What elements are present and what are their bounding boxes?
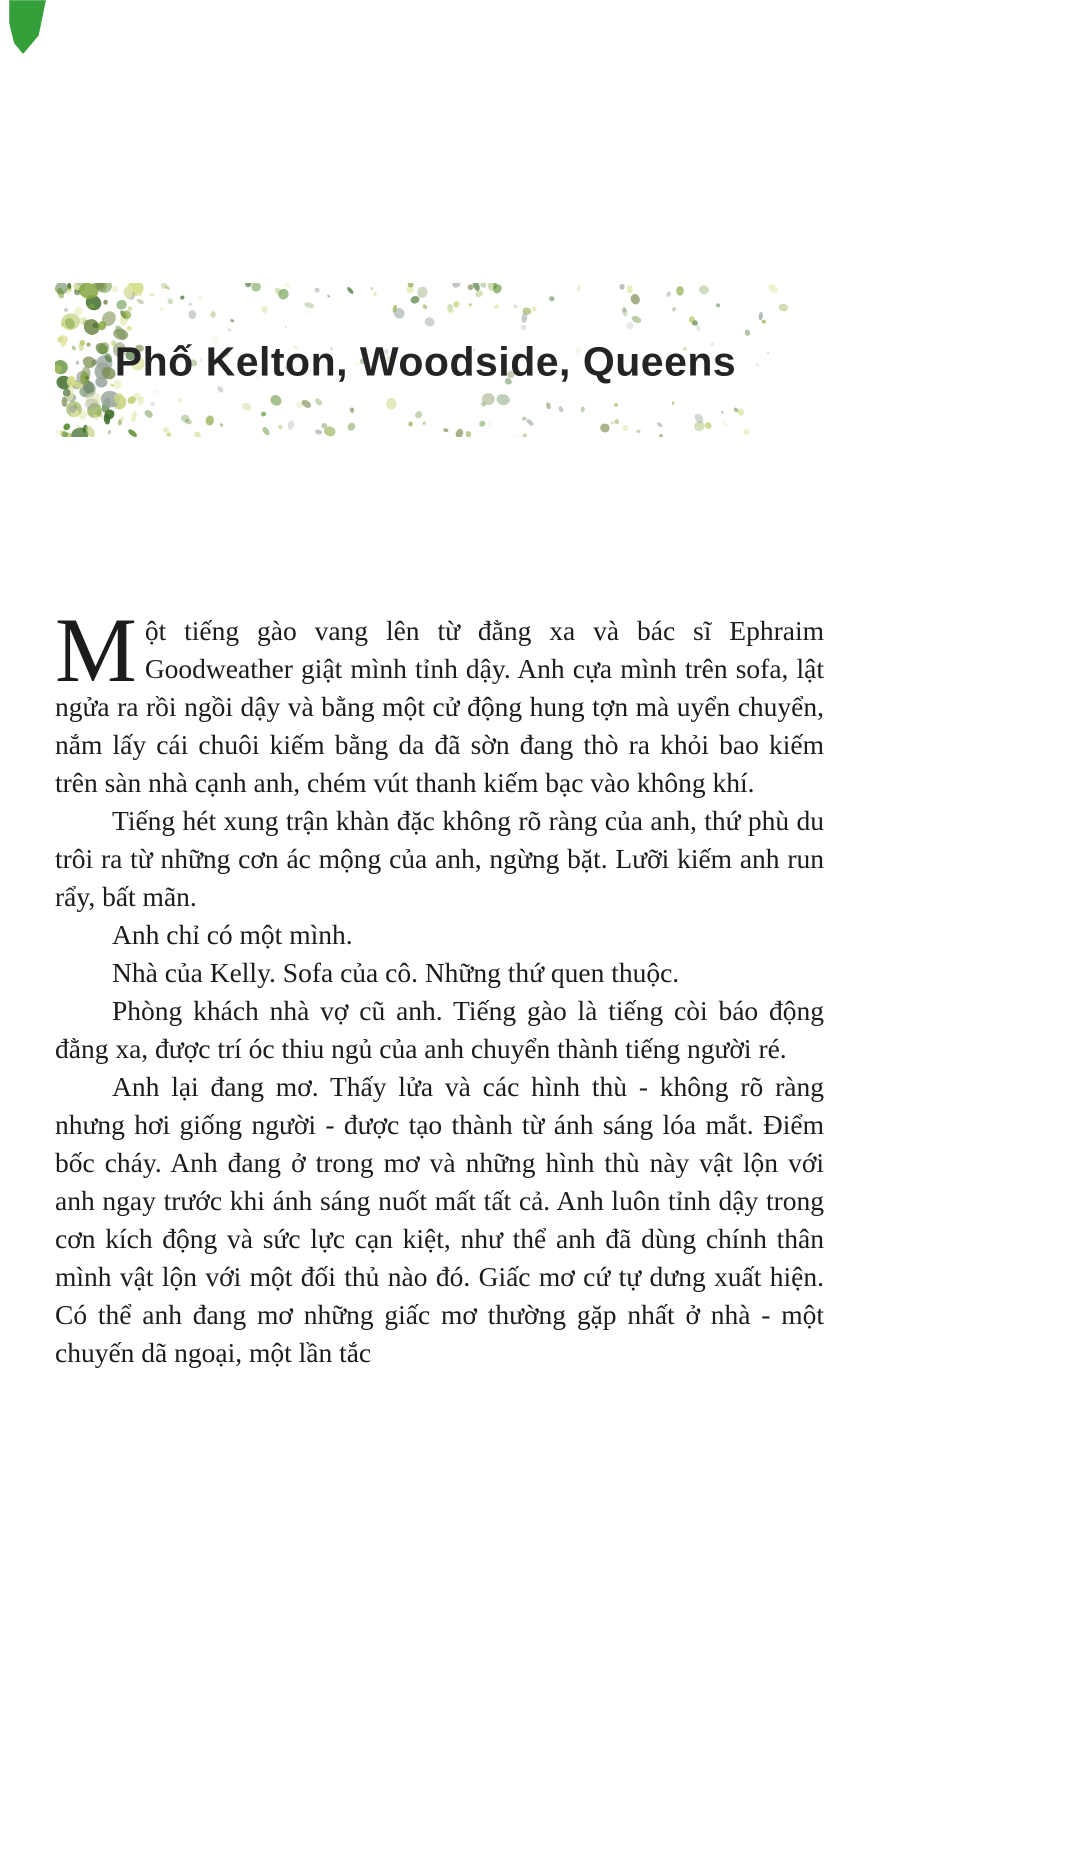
paragraph: Nhà của Kelly. Sofa của cô. Những thứ quen thuộc.	[112, 957, 680, 988]
drop-cap: M	[55, 599, 137, 701]
paragraph: Một tiếng gào vang lên từ đằng xa và bác sĩ Ephraim Goodweather giật mình tỉnh dậy. Anh cựa mình trên sofa, lật ngửa ra rồi ngồi dậy và bằng một cử động hung tợn mà uyển chuyển, nắm lấy cái chuôi kiếm bằng da đã sờn đang thò ra khỏi bao kiếm trên sàn nhà cạnh anh, chém vút thanh kiếm bạc vào không khí.	[55, 599, 824, 798]
paragraph: Anh lại đang mơ. Thấy lửa và các hình thù - không rõ ràng nhưng hơi giống người - được tạo thành từ ánh sáng lóa mắt. Điểm bốc cháy. Anh đang ở trong mơ và những hình thù này vật lộn với anh ngay trước khi ánh sáng nuốt mất tất cả. Anh luôn tỉnh dậy trong cơn kích động và sức lực cạn kiệt, như thể anh đã dùng chính thân mình vật lộn với một đối thủ nào đó. Giấc mơ cứ tự dưng xuất hiện. Có thể anh đang mơ những giấc mơ thường gặp nhất ở nhà - một chuyến dã ngoại, một lần tắc	[55, 1071, 824, 1368]
paragraph: Phòng khách nhà vợ cũ anh. Tiếng gào là tiếng còi báo động đằng xa, được trí óc thiu ngủ của anh chuyển thành tiếng người ré.	[55, 995, 824, 1064]
green-corner-bookmark	[9, 0, 46, 54]
paragraph: Anh chỉ có một mình.	[112, 919, 353, 950]
chapter-title: Phố Kelton, Woodside, Queens	[114, 338, 737, 385]
body-text	[55, 599, 824, 1372]
paragraph: Tiếng hét xung trận khàn đặc không rõ ràng của anh, thứ phù du trôi ra từ những cơn ác mộng của anh, ngừng bặt. Lưỡi kiếm anh run rẩy, bất mãn.	[55, 805, 824, 912]
chapter-header-band	[55, 283, 796, 437]
